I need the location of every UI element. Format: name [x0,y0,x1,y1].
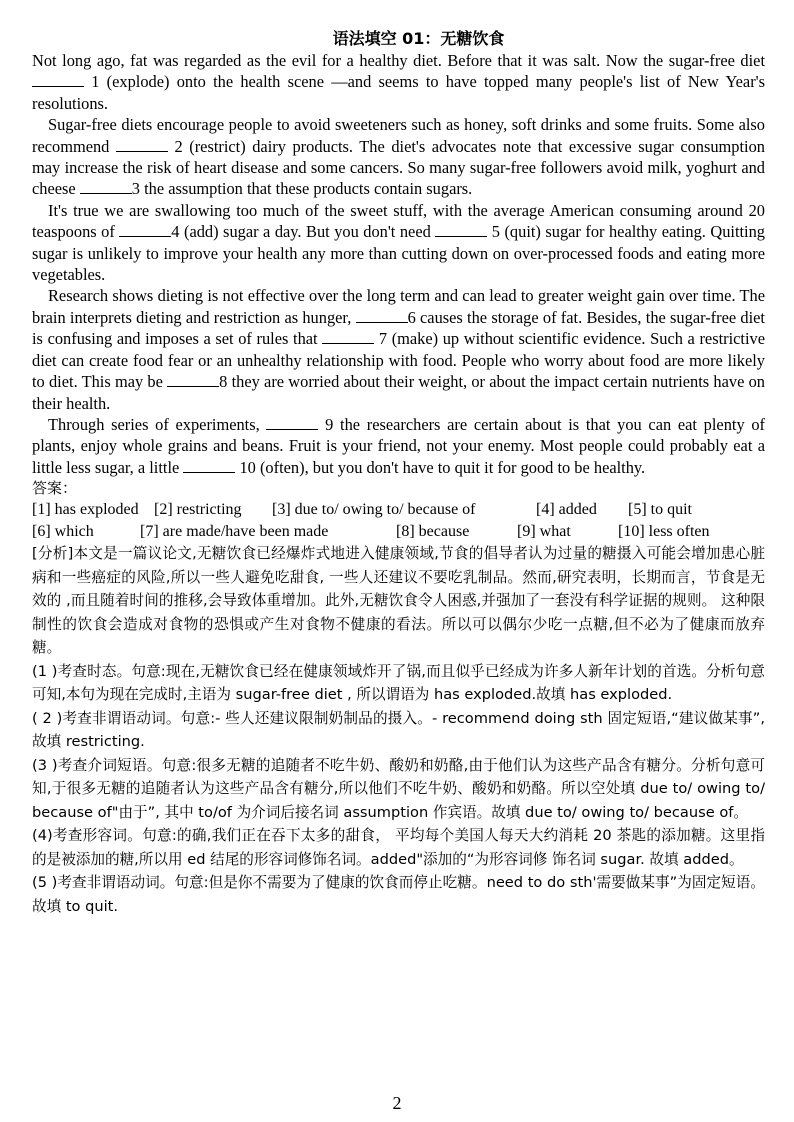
passage-text: 2 (restrict) dairy products. The diet's advocates note that excessive sugar consumption may increase the risk of heart disease and some cancers. So many sugar-free followers avoid milk, yoghurt and cheese [32,136,765,199]
blank-9 [266,417,318,430]
passage-text: 7 (make) up without scientific evidence. Such a restrictive diet can create food fear or an unhealthy relationship with food. People who worry about food are more likely to diet. This may be [32,329,765,392]
answer-item: [9] what [517,522,571,540]
passage-text: Research shows dieting is not effective over the long term and can lead to greater weight gain over time. The brain interprets dieting and restriction as hunger, [32,286,765,327]
blank-1 [32,74,84,87]
passage-text: 6 causes the storage of fat. Besides, the sugar-free diet is confusing and imposes a set of rules that [32,307,765,349]
answer-item: [5] to quit [628,501,692,519]
page-number: 2 [392,1093,402,1113]
blank-5 [435,224,487,237]
answer-item: [3] due to/ owing to/ because of [272,501,476,519]
passage-paragraph-5 [32,414,765,478]
passage-text: 8 they are worried about their weight, or about the impact certain nutrients have on their health. [32,372,765,413]
blank-7 [322,331,374,344]
blank-10 [183,460,235,473]
passage-text: 4 (add) sugar a day. But you don't need [171,222,436,242]
analysis-q1: (1 )考查时态。句意:现在,无糖饮食已经在健康领域炸开了锅,而且似乎已经成为许多人新年计划的首选。分析句意可知,本句为现在完成时,主语为 sugar-free diet , 所以谓语为 has exploded.故填 has exploded. [32,662,765,704]
answer-item: [4] added [536,501,597,519]
document-page [32,28,765,918]
passage-text: It's true we are swallowing too much of the sweet stuff, with the average American consuming around 20 teaspoons of [32,200,765,242]
passage-paragraph-1 [32,50,765,114]
passage-text: 9 the researchers are certain about is that you can eat plenty of plants, enjoy whole grains and beans. Fruit is your friend, not your enemy. Most people could probably eat a little less sugar, a little [32,414,765,477]
analysis-q5: (5 )考查非谓语动词。句意:但是你不需要为了健康的饮食而停止吃糖。need to do sth'需要做某事”为固定短语。故填 to quit. [32,874,765,915]
passage-paragraph-2 [32,114,765,200]
answer-item: [8] because [396,522,470,540]
answer-item: [2] restricting [154,501,242,519]
passage-text: 5 (quit) sugar for healthy eating. Quitting sugar is unlikely to improve your health any more than cutting down on over-processed foods and eating more vegetables. [32,222,766,285]
passage-paragraph-4 [32,285,765,413]
passage-text: Sugar-free diets encourage people to avoid sweeteners such as honey, soft drinks and some fruits. Some also recommend [32,115,765,156]
answers-heading: 答案： [32,479,78,498]
page-title: 语法填空 01：无糖饮食 [332,29,505,48]
passage-text: 3 the assumption that these products contain sugars. [131,179,473,199]
analysis-q4: (4)考查形容词。句意:的确,我们正在吞下太多的甜食， 平均每个美国人每天大约消耗 20 茶匙的添加糖。这里指的是被添加的糖,所以用 ed 结尾的形容词修饰名词。added"添加的“为形容词修 饰名词 sugar. 故填 added。 [32,827,765,868]
analysis-q2: ( 2 )考查非谓语动词。句意:- 些人还建议限制奶制品的摄入。- recommend doing sth 固定短语,“建议做某事”,故填 restricting. [32,709,765,751]
answers-row-1 [32,499,765,521]
passage-text: 1 (explode) onto the health scene —and seems to have topped many people's list of New Year's resolutions. [32,72,765,113]
blank-4 [119,224,171,237]
answer-item: [6] which [32,522,94,540]
passage-text: Through series of experiments, [48,414,267,434]
blank-3 [80,181,132,194]
blank-2 [116,139,168,152]
blank-8 [167,374,219,387]
answer-item: [10] less often [618,522,710,540]
passage-text: 10 (often), but you don't have to quit it for good to be healthy. [235,457,646,477]
passage-paragraph-3 [32,200,765,286]
blank-6 [356,310,408,323]
passage-text: Not long ago, fat was regarded as the evil for a healthy diet. Before that it was salt. Now the sugar-free diet [32,51,765,70]
answers-row-2 [32,521,765,543]
analysis-summary: [分析]本文是一篇议论文,无糖饮食已经爆炸式地进入健康领域,节食的倡导者认为过量的糖摄入可能会增加患心脏病和一些癌症的风险,所以一些人避免吃甜食, 一些人还建议不要吃乳制品。然而,研究表明，长期而言，节食是无效的 ,而且随着时间的推移,会导致体重增加。此外,无糖饮食令人困惑,并强加了一套没有科学证据的规则。 这种限制性的饮食会造成对食物的恐惧或产生对食物不健康的看法。所以可以偶尔少吃一点糖,但不必为了健康而放弃糖。 [32,545,765,657]
answer-item: [7] are made/have been made [140,522,329,540]
analysis-q3: (3 )考查介词短语。句意:很多无糖的追随者不吃牛奶、酸奶和奶酪,由于他们认为这些产品含有糖分。分析句意可知,于很多无糖的追随者认为这些产品含有糖分,所以他们不吃牛奶、酸奶和奶酪。所以空处填 due to/ owing to/ because of"由于”, 其中 to/of 为介词后接名词 assumption 作宾语。故填 due to/ owing to/ because of。 [32,756,765,821]
answer-item: [1] has exploded [32,501,139,519]
